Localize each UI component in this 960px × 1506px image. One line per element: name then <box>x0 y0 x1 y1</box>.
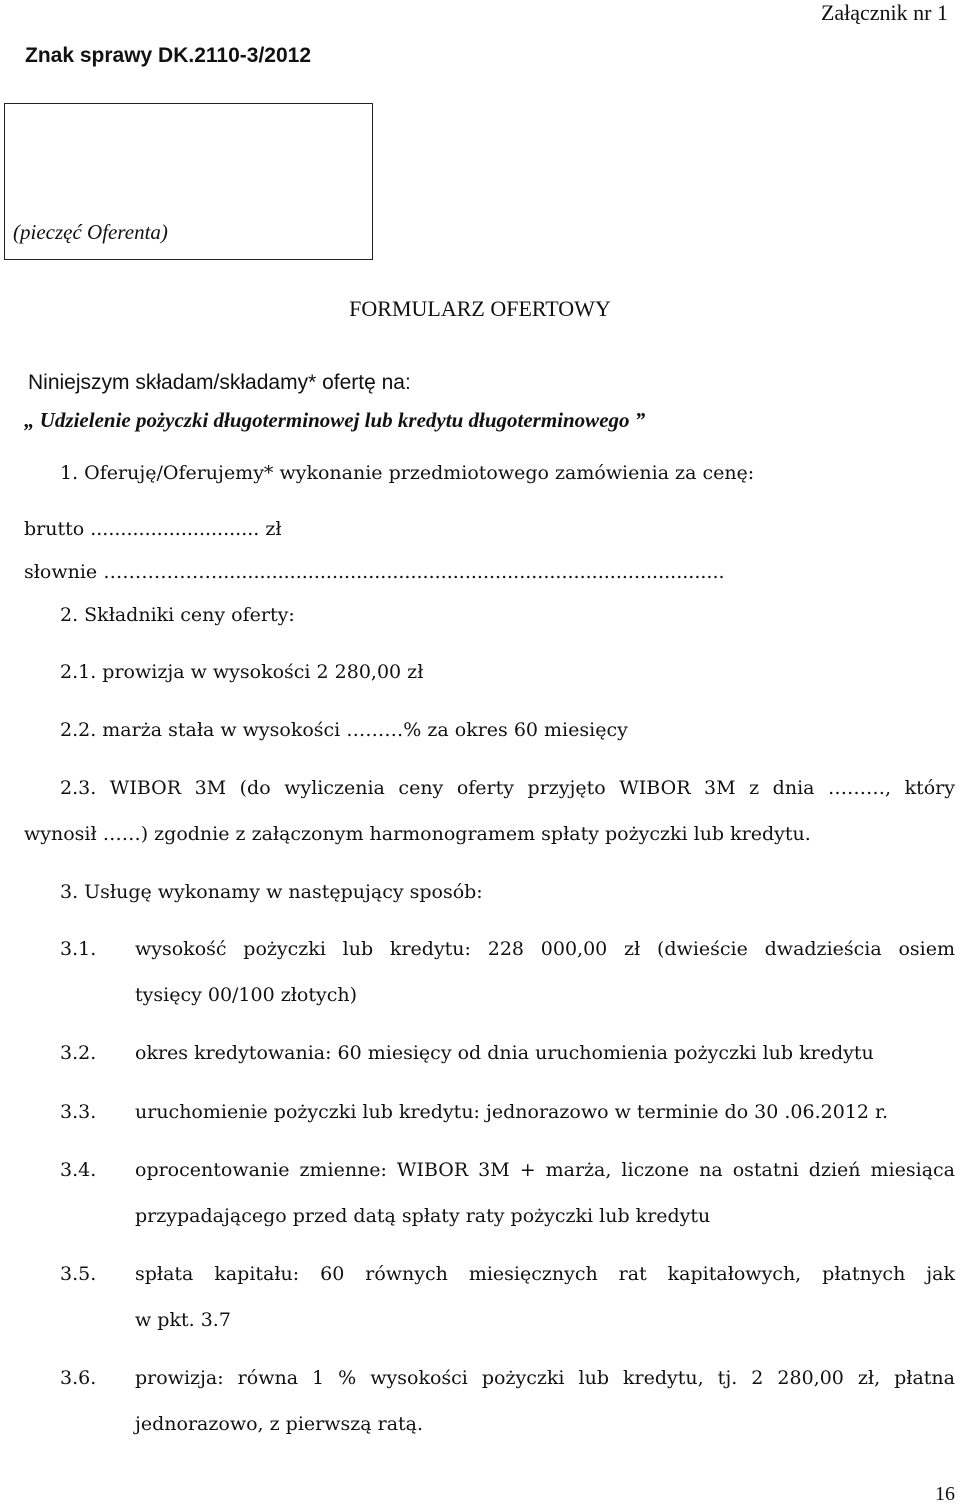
case-reference: Znak sprawy DK.2110-3/2012 <box>25 44 312 67</box>
item-text-line-1: oprocentowanie zmienne: WIBOR 3M + marża, liczone na ostatni dzień miesiąca <box>135 1159 955 1181</box>
item-2-3-line-2: wynosił ……) zgodnie z załączonym harmonogramem spłaty pożyczki lub kredytu. <box>24 823 811 845</box>
item-text-line-2: tysięcy 00/100 złotych) <box>135 984 358 1006</box>
item-text-line-1: uruchomienie pożyczki lub kredytu: jednorazowo w terminie do 30 .06.2012 r. <box>135 1101 889 1123</box>
item-number: 3.5. <box>60 1263 97 1285</box>
item-number: 3.1. <box>60 938 97 960</box>
item-number: 3.6. <box>60 1367 97 1389</box>
price-in-words-line: słownie ……………….................................................................................... <box>24 561 725 583</box>
annex-label: Załącznik nr 1 <box>820 0 948 25</box>
list-item <box>0 1101 960 1131</box>
intro-text: Niniejszym składam/składamy* ofertę na: <box>28 371 411 394</box>
item-2-2: 2.2. marża stała w wysokości ………% za okres 60 miesięcy <box>60 719 628 741</box>
list-item <box>0 1367 960 1443</box>
item-text-line-1: wysokość pożyczki lub kredytu: 228 000,00 zł (dwieście dwadzieścia osiem <box>135 938 955 960</box>
page-title: FORMULARZ OFERTOWY <box>349 296 611 321</box>
price-gross-line: brutto ............................ zł <box>24 518 282 540</box>
item-text-line-1: spłata kapitału: 60 równych miesięcznych rat kapitałowych, płatnych jak <box>135 1263 955 1285</box>
order-subject: „ Udzielenie pożyczki długoterminowej lub kredytu długoterminowego ” <box>24 408 646 432</box>
section-2-heading: 2. Składniki ceny oferty: <box>60 604 295 626</box>
page-number: 16 <box>935 1483 955 1505</box>
list-item <box>0 1042 960 1072</box>
item-text-line-1: prowizja: równa 1 % wysokości pożyczki lub kredytu, tj. 2 280,00 zł, płatna <box>135 1367 955 1389</box>
item-2-1: 2.1. prowizja w wysokości 2 280,00 zł <box>60 661 424 683</box>
section-1-text: 1. Oferuję/Oferujemy* wykonanie przedmiotowego zamówienia za cenę: <box>60 462 755 484</box>
item-text-line-1: okres kredytowania: 60 miesięcy od dnia uruchomienia pożyczki lub kredytu <box>135 1042 874 1064</box>
list-item <box>0 1159 960 1235</box>
list-item <box>0 938 960 1006</box>
item-number: 3.4. <box>60 1159 97 1181</box>
section-3-heading: 3. Usługę wykonamy w następujący sposób: <box>60 881 483 903</box>
item-text-line-2: w pkt. 3.7 <box>135 1309 231 1331</box>
list-item <box>0 1263 960 1339</box>
item-number: 3.3. <box>60 1101 97 1123</box>
stamp-label: (pieczęć Oferenta) <box>13 220 168 244</box>
item-2-3-line-1: 2.3. WIBOR 3M (do wyliczenia ceny oferty przyjęto WIBOR 3M z dnia ………, który <box>60 777 955 799</box>
item-number: 3.2. <box>60 1042 97 1064</box>
item-text-line-2: jednorazowo, z pierwszą ratą. <box>135 1413 424 1435</box>
item-text-line-2: przypadającego przed datą spłaty raty pożyczki lub kredytu <box>135 1205 711 1227</box>
